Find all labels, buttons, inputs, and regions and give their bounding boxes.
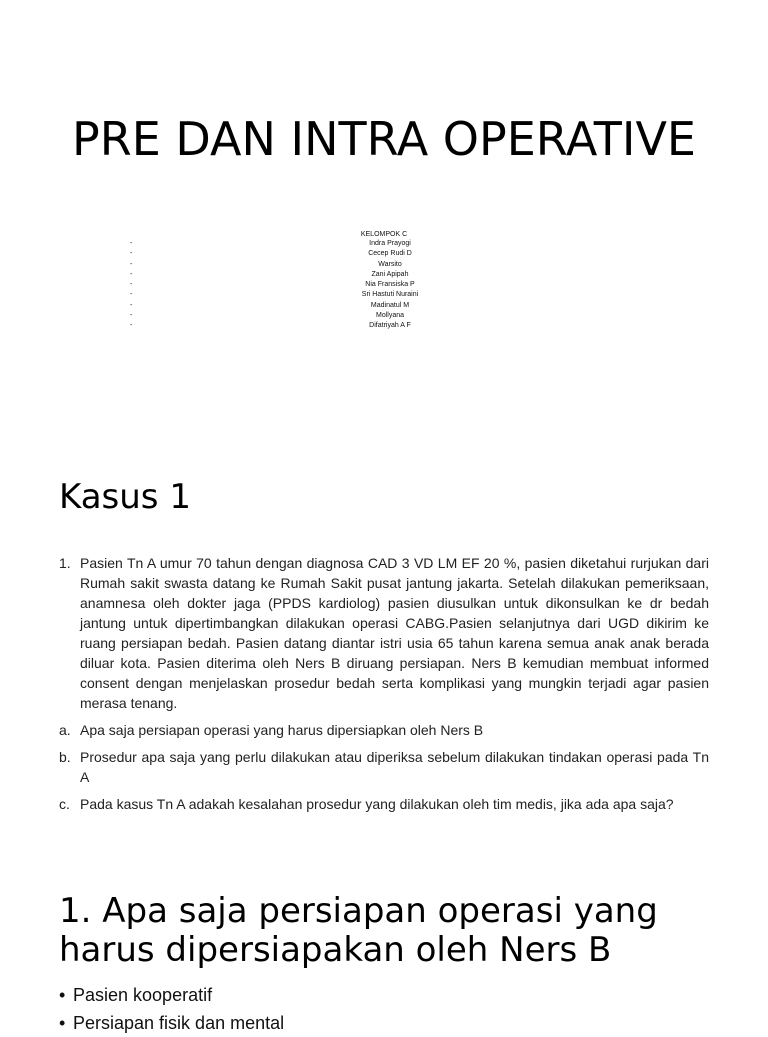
- dash-marker: -: [130, 270, 133, 278]
- question-text: Apa saja persiapan operasi yang harus dipersiapkan oleh Ners B: [80, 722, 484, 738]
- member-name: Madinatul M: [370, 301, 410, 309]
- case-item: [59, 553, 709, 713]
- member-name: Nia Fransiska P: [365, 281, 415, 289]
- dash-marker: -: [130, 250, 133, 258]
- member-item: [120, 301, 660, 311]
- member-item: [120, 280, 660, 290]
- item-marker: c.: [59, 796, 70, 812]
- dash-marker: -: [130, 312, 133, 320]
- answer-title: 1. Apa saja persiapan operasi yang harus dipersiapakan oleh Ners B: [59, 891, 658, 970]
- dash-marker: -: [130, 281, 133, 289]
- item-marker: 1.: [59, 555, 71, 571]
- title-slide: [0, 0, 768, 440]
- question-text: Prosedur apa saja yang perlu dilakukan atau diperiksa sebelum dilakukan tindakan operasi pada Tn A: [80, 749, 709, 785]
- dash-marker: -: [130, 240, 133, 247]
- member-item: [120, 260, 660, 270]
- member-name: Indra Prayogi: [369, 240, 411, 247]
- bullet-item: • Pasien kooperatif: [59, 981, 284, 1009]
- member-name: Difatriyah A F: [369, 322, 411, 330]
- member-name: Mollyana: [375, 312, 404, 320]
- member-list: [120, 239, 660, 332]
- member-name: Warsito: [378, 260, 402, 268]
- member-item: [120, 321, 660, 331]
- member-name: Sri Hastuti Nuraini: [361, 291, 419, 299]
- item-marker: a.: [59, 722, 71, 738]
- question-item: [59, 747, 709, 787]
- member-item: [120, 290, 660, 300]
- member-item: [120, 311, 660, 321]
- group-label: KELOMPOK C: [360, 231, 408, 238]
- bullet-item: • Persiapan fisik dan mental: [59, 1009, 284, 1037]
- dash-marker: -: [130, 291, 133, 299]
- dash-marker: -: [130, 260, 133, 268]
- question-text: Pada kasus Tn A adakah kesalahan prosedur yang dilakukan oleh tim medis, jika ada apa saja?: [80, 796, 674, 812]
- answer-bullet-list: [59, 981, 284, 1037]
- member-item: [120, 270, 660, 280]
- dash-marker: -: [130, 322, 133, 330]
- member-item: [120, 239, 660, 249]
- question-item: [59, 794, 709, 814]
- member-item: [120, 249, 660, 259]
- dash-marker: -: [130, 301, 133, 309]
- case-list: [59, 553, 709, 821]
- item-marker: b.: [59, 749, 71, 765]
- case-description: Pasien Tn A umur 70 tahun dengan diagnosa CAD 3 VD LM EF 20 %, pasien diketahui rurjukan dari Rumah sakit swasta datang ke Rumah Sakit pusat jantung jakarta. Setelah dilakukan pemeriksaan, anamnesa oleh dokter jaga (PPDS kardiolog) pasien diusulkan untuk dikonsulkan ke dr bedah jantung untuk dipertimbangkan dilakukan operasi CABG.Pasien selanjutnya dari UGD dikirim ke ruang persiapan bedah. Pasien datang diantar istri usia 65 tahun karena semua anak anak berada diluar kota. Pasien diterima oleh Ners B diruang persiapan. Ners B kemudian membuat informed consent dengan menjelaskan prosedur bedah serta komplikasi yang mungkin terjadi agar pasien merasa tenang.: [80, 555, 709, 711]
- member-name: Cecep Rudi D: [368, 250, 412, 258]
- case-slide: [0, 440, 768, 860]
- case-title: Kasus 1: [59, 477, 191, 517]
- member-name: Zani Apipah: [371, 270, 409, 278]
- question-item: [59, 720, 709, 740]
- presentation-title: PRE DAN INTRA OPERATIVE: [72, 112, 696, 166]
- answer-slide: [0, 860, 768, 1033]
